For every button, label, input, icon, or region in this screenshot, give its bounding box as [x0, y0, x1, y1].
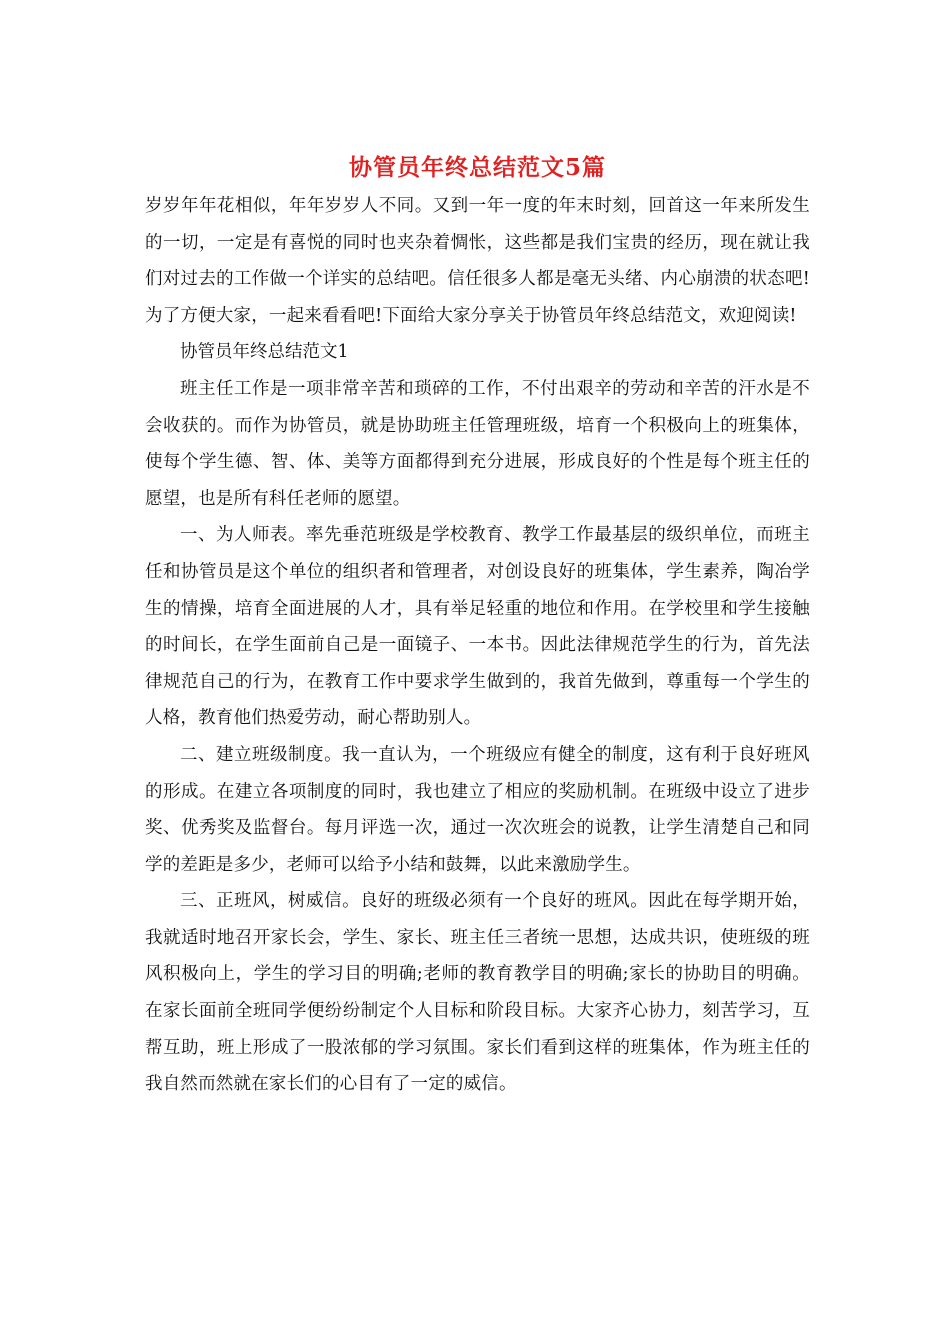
body-paragraph: 二、建立班级制度。我一直认为，一个班级应有健全的制度，这有利于良好班风的形成。在建立各项制度的同时，我也建立了相应的奖励机制。在班级中设立了进步奖、优秀奖及监督台。每月评选一次，通过一次次班会的说教，让学生清楚自己和同学的差距是多少，老师可以给予小结和鼓舞，以此来激励学生。 [145, 744, 810, 875]
intro-paragraph: 岁岁年年花相似，年年岁岁人不同。又到一年一度的年末时刻，回首这一年来所发生的一切，一定是有喜悦的同时也夹杂着惆怅，这些都是我们宝贵的经历，现在就让我们对过去的工作做一个详实的总结吧。信任很多人都是毫无头绪、内心崩溃的状态吧!为了方便大家，一起来看看吧!下面给大家分享关于协管员年终总结范文，欢迎阅读! [145, 196, 810, 326]
document-title: 协管员年终总结范文5篇 [348, 154, 606, 181]
body-paragraph: 一、为人师表。率先垂范班级是学校教育、教学工作最基层的级织单位，而班主任和协管员是这个单位的组织者和管理者，对创设良好的班集体，学生素养，陶冶学生的情操，培育全面进展的人才，具有举足轻重的地位和作用。在学校里和学生接触的时间长，在学生面前自己是一面镜子、一本书。因此法律规范学生的行为，首先法律规范自己的行为，在教育工作中要求学生做到的，我首先做到，尊重每一个学生的人格，教育他们热爱劳动，耐心帮助别人。 [145, 525, 810, 729]
section-heading: 协管员年终总结范文1 [180, 342, 349, 363]
body-paragraph: 班主任工作是一项非常辛苦和琐碎的工作，不付出艰辛的劳动和辛苦的汗水是不会收获的。而作为协管员，就是协助班主任管理班级，培育一个积极向上的班集体，使每个学生德、智、体、美等方面都得到充分进展，形成良好的个性是每个班主任的愿望，也是所有科任老师的愿望。 [145, 378, 810, 509]
document-page [145, 150, 810, 1103]
body-paragraph: 三、正班风，树威信。良好的班级必须有一个良好的班风。因此在每学期开始，我就适时地召开家长会，学生、家长、班主任三者统一思想，达成共识，使班级的班风积极向上，学生的学习目的明确;老师的教育教学目的明确;家长的协助目的明确。在家长面前全班同学便纷纷制定个人目标和阶段目标。大家齐心协力，刻苦学习，互帮互助，班上形成了一股浓郁的学习氛围。家长们看到这样的班集体，作为班主任的我自然而然就在家长们的心目有了一定的威信。 [145, 891, 810, 1095]
